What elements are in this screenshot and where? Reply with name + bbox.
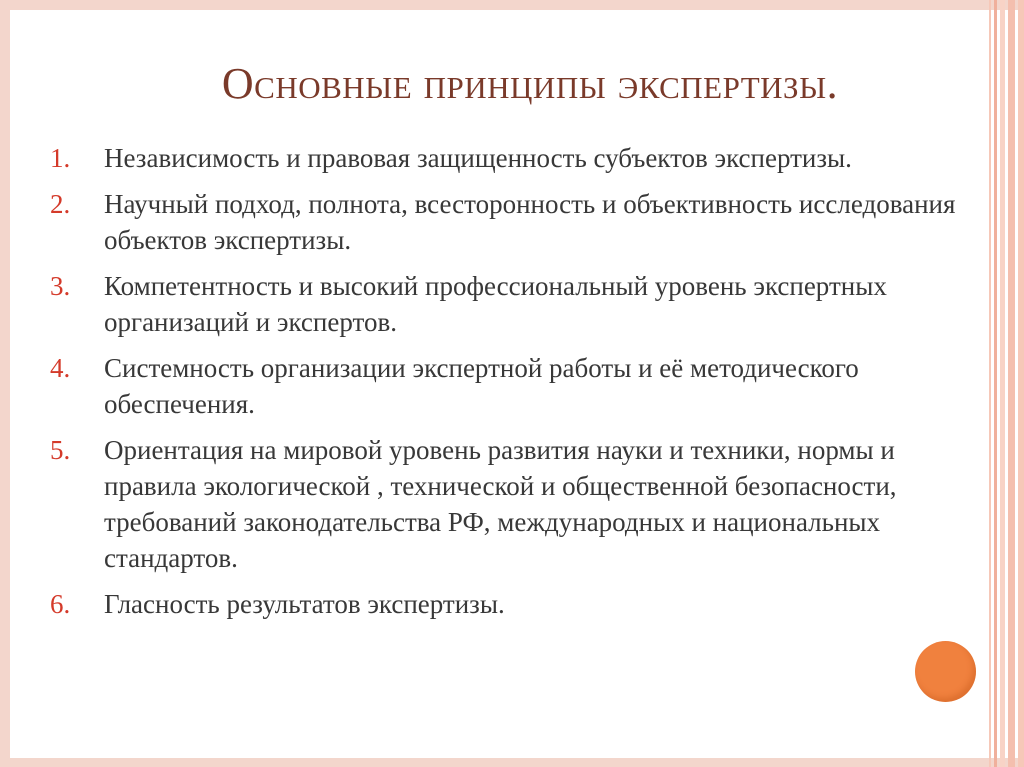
list-item	[50, 186, 970, 258]
stripe	[1018, 0, 1024, 767]
item-number: 3.	[50, 271, 71, 301]
item-number: 6.	[50, 589, 71, 619]
item-number: 1.	[50, 143, 71, 173]
stripe	[1008, 0, 1015, 767]
item-text: Компетентность и высокий профессиональный уровень экспертных организаций и экспертов.	[104, 271, 887, 337]
list-item	[50, 432, 970, 576]
item-number: 5.	[50, 435, 71, 465]
item-text: Системность организации экспертной работы и её методического обеспечения.	[104, 353, 859, 419]
item-number: 2.	[50, 189, 71, 219]
item-number: 4.	[50, 353, 71, 383]
principles-list	[50, 140, 970, 632]
list-item	[50, 140, 970, 176]
item-text: Гласность результатов экспертизы.	[104, 589, 505, 619]
decorative-circle	[915, 641, 976, 702]
list-item	[50, 268, 970, 340]
decorative-stripes	[986, 0, 1024, 767]
stripe	[989, 0, 991, 767]
list-item	[50, 586, 970, 622]
stripe	[1000, 0, 1005, 767]
slide-title: Основные принципы экспертизы.	[221, 59, 839, 108]
stripe	[994, 0, 997, 767]
list-item	[50, 350, 970, 422]
item-text: Независимость и правовая защищенность субъектов экспертизы.	[104, 143, 852, 173]
item-text: Ориентация на мировой уровень развития науки и техники, нормы и правила экологической , технической и общественной безопасности, требований законодательства РФ, международных и национальных стандартов.	[104, 435, 897, 573]
item-text: Научный подход, полнота, всесторонность и объективность исследования объектов экспертизы.	[104, 189, 956, 255]
